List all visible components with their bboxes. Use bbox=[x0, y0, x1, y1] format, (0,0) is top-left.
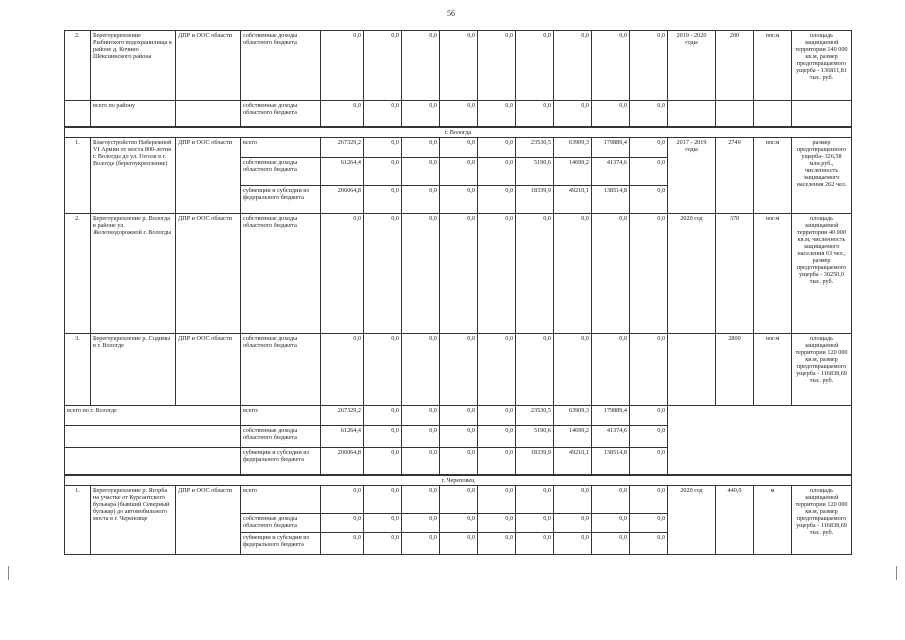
value-cell: 61264,4 bbox=[321, 157, 364, 185]
value-cell: 179889,4 bbox=[592, 137, 630, 157]
responsible: ДПР и ООС области bbox=[176, 137, 241, 213]
value-cell: 0,0 bbox=[630, 447, 668, 475]
table-row bbox=[65, 333, 852, 405]
value-cell: 0,0 bbox=[402, 101, 440, 127]
period: 2019 - 2020 годы bbox=[668, 31, 716, 101]
funding-source: всего bbox=[241, 137, 321, 157]
value-cell: 0,0 bbox=[478, 101, 516, 127]
value-cell: 0,0 bbox=[402, 405, 440, 425]
value-cell: 0,0 bbox=[516, 333, 554, 405]
table-row bbox=[65, 213, 852, 333]
row-number: 2. bbox=[65, 213, 91, 333]
value-cell: 0,0 bbox=[440, 31, 478, 101]
value-cell: 49210,1 bbox=[554, 185, 592, 213]
measure-name: Благоустройство Набережной VI Армии от моста 800-летия г. Вологды до ул. Гоголя в г. Вологде (берегоукрепление) bbox=[91, 137, 176, 213]
unit: пог.м bbox=[754, 31, 792, 101]
value-cell: 0,0 bbox=[440, 185, 478, 213]
value-cell: 0,0 bbox=[321, 101, 364, 127]
responsible: ДПР и ООС области bbox=[176, 486, 241, 555]
value-cell: 0,0 bbox=[478, 425, 516, 447]
value-cell: 0,0 bbox=[516, 213, 554, 333]
period: 2017 - 2019 годы bbox=[668, 137, 716, 213]
value-cell: 49210,1 bbox=[554, 447, 592, 475]
value-cell: 0,0 bbox=[402, 31, 440, 101]
value-cell: 0,0 bbox=[630, 514, 668, 533]
value-cell: 23530,5 bbox=[516, 405, 554, 425]
value-cell: 0,0 bbox=[402, 333, 440, 405]
section-title: г. Череповец bbox=[65, 475, 852, 486]
value-cell: 0,0 bbox=[402, 157, 440, 185]
value-cell: 0,0 bbox=[364, 447, 402, 475]
value-cell: 0,0 bbox=[554, 486, 592, 514]
value-cell: 0,0 bbox=[630, 333, 668, 405]
measure-name: Берегоукрепление р. Вологда в районе ул. Железнодорожной г. Вологды bbox=[91, 213, 176, 333]
measure-name: Берегоукрепление р. Ягорба на участке от Курсантского бульвара (бывший Северный бульвар) до автомобильного моста в г. Череповце bbox=[91, 486, 176, 555]
page-number: 56 bbox=[447, 9, 455, 18]
value-cell: 0,0 bbox=[364, 157, 402, 185]
value-cell: 0,0 bbox=[630, 405, 668, 425]
value-cell: 0,0 bbox=[630, 533, 668, 555]
total-label: всего по г. Вологде bbox=[65, 405, 241, 425]
value-cell: 138514,8 bbox=[592, 185, 630, 213]
value-cell: 0,0 bbox=[478, 185, 516, 213]
value-cell: 0,0 bbox=[364, 333, 402, 405]
section-row bbox=[65, 127, 852, 138]
measures-table bbox=[64, 30, 852, 555]
quantity: 440,0 bbox=[716, 486, 754, 555]
value-cell: 0,0 bbox=[630, 213, 668, 333]
value-cell: 5190,6 bbox=[516, 157, 554, 185]
value-cell: 0,0 bbox=[440, 137, 478, 157]
funding-source: всего bbox=[241, 486, 321, 514]
value-cell: 0,0 bbox=[364, 514, 402, 533]
value-cell: 0,0 bbox=[478, 157, 516, 185]
value-cell: 0,0 bbox=[592, 213, 630, 333]
value-cell: 0,0 bbox=[402, 533, 440, 555]
measure-name: Берегоукрепление Рыбинского водохранилища в районе д. Кочино Шекснинского района bbox=[91, 31, 176, 101]
value-cell: 0,0 bbox=[440, 425, 478, 447]
value-cell: 0,0 bbox=[364, 185, 402, 213]
value-cell: 0,0 bbox=[364, 101, 402, 127]
period: 2020 год bbox=[668, 213, 716, 333]
value-cell: 0,0 bbox=[516, 514, 554, 533]
value-cell: 0,0 bbox=[402, 447, 440, 475]
funding-source: собственные доходы областного бюджета bbox=[241, 213, 321, 333]
value-cell: 0,0 bbox=[630, 486, 668, 514]
value-cell: 0,0 bbox=[402, 137, 440, 157]
value-cell: 5190,6 bbox=[516, 425, 554, 447]
table-row bbox=[65, 486, 852, 514]
value-cell: 0,0 bbox=[364, 31, 402, 101]
value-cell: 0,0 bbox=[440, 514, 478, 533]
scan-mark-right bbox=[896, 566, 897, 580]
value-cell: 206064,8 bbox=[321, 185, 364, 213]
value-cell: 0,0 bbox=[478, 31, 516, 101]
value-cell: 0,0 bbox=[554, 101, 592, 127]
value-cell: 0,0 bbox=[554, 31, 592, 101]
value-cell: 63909,3 bbox=[554, 137, 592, 157]
value-cell: 0,0 bbox=[516, 101, 554, 127]
value-cell: 0,0 bbox=[402, 514, 440, 533]
value-cell: 18339,9 bbox=[516, 447, 554, 475]
value-cell: 0,0 bbox=[440, 101, 478, 127]
value-cell: 0,0 bbox=[321, 31, 364, 101]
value-cell: 0,0 bbox=[630, 137, 668, 157]
unit: пог.м bbox=[754, 333, 792, 405]
value-cell: 0,0 bbox=[402, 213, 440, 333]
value-cell: 0,0 bbox=[630, 101, 668, 127]
value-cell: 179889,4 bbox=[592, 405, 630, 425]
value-cell: 0,0 bbox=[440, 213, 478, 333]
value-cell: 0,0 bbox=[440, 486, 478, 514]
value-cell: 61264,4 bbox=[321, 425, 364, 447]
value-cell: 0,0 bbox=[440, 533, 478, 555]
row-number: 1. bbox=[65, 137, 91, 213]
effect: площадь защищаемой территории 140 000 кв.м, размер предотвращаемого ущерба - 136811,81 тыс. руб. bbox=[792, 31, 852, 101]
total-label: всего по району bbox=[91, 101, 176, 127]
row-number: 3. bbox=[65, 333, 91, 405]
funding-source: собственные доходы областного бюджета bbox=[241, 101, 321, 127]
effect: размер предотвращенного ущерба- 326,58 млн.руб., численность защищаемого населения 262 чел. bbox=[792, 137, 852, 213]
funding-source: всего: bbox=[241, 405, 321, 425]
value-cell: 0,0 bbox=[592, 486, 630, 514]
value-cell: 18339,9 bbox=[516, 185, 554, 213]
funding-source: субвенции и субсидии из федерального бюджета bbox=[241, 185, 321, 213]
value-cell: 0,0 bbox=[630, 185, 668, 213]
value-cell: 0,0 bbox=[554, 533, 592, 555]
funding-source: субвенции и субсидии из федерального бюджета bbox=[241, 533, 321, 555]
measure-name: Берегоукрепление р. Содимы в г. Вологде bbox=[91, 333, 176, 405]
value-cell: 0,0 bbox=[440, 447, 478, 475]
responsible: ДПР и ООС области bbox=[176, 213, 241, 333]
value-cell: 0,0 bbox=[554, 514, 592, 533]
value-cell: 0,0 bbox=[440, 405, 478, 425]
value-cell: 0,0 bbox=[402, 425, 440, 447]
value-cell: 0,0 bbox=[440, 157, 478, 185]
value-cell: 0,0 bbox=[478, 405, 516, 425]
effect: площадь защищаемой территории 120 000 кв.м, размер предотвращаемого ущерба - 116838,69 тыс. руб. bbox=[792, 486, 852, 555]
value-cell: 0,0 bbox=[630, 157, 668, 185]
funding-source: собственные доходы областного бюджета bbox=[241, 333, 321, 405]
value-cell: 0,0 bbox=[478, 533, 516, 555]
section-row bbox=[65, 475, 852, 486]
funding-source: собственные доходы областного бюджета bbox=[241, 425, 321, 447]
table-row bbox=[65, 137, 852, 157]
value-cell: 0,0 bbox=[364, 425, 402, 447]
section-title: г. Вологда bbox=[65, 127, 852, 138]
value-cell: 0,0 bbox=[440, 333, 478, 405]
effect: площадь защищаемой территории 120 000 кв.м, размер предотвращаемого ущерба - 116838,69 тыс. руб. bbox=[792, 333, 852, 405]
value-cell: 0,0 bbox=[364, 137, 402, 157]
value-cell: 0,0 bbox=[516, 486, 554, 514]
value-cell: 0,0 bbox=[402, 486, 440, 514]
value-cell: 0,0 bbox=[364, 213, 402, 333]
value-cell: 23530,5 bbox=[516, 137, 554, 157]
value-cell: 0,0 bbox=[478, 213, 516, 333]
value-cell: 267329,2 bbox=[321, 137, 364, 157]
value-cell: 0,0 bbox=[364, 405, 402, 425]
row-number: 2. bbox=[65, 31, 91, 101]
value-cell: 0,0 bbox=[478, 333, 516, 405]
responsible: ДПР и ООС области bbox=[176, 31, 241, 101]
value-cell: 0,0 bbox=[516, 533, 554, 555]
value-cell: 14699,2 bbox=[554, 157, 592, 185]
value-cell: 267329,2 bbox=[321, 405, 364, 425]
row-number: 1. bbox=[65, 486, 91, 555]
value-cell: 41374,6 bbox=[592, 425, 630, 447]
unit: пог.м bbox=[754, 137, 792, 213]
quantity: 2800 bbox=[716, 333, 754, 405]
value-cell: 0,0 bbox=[554, 333, 592, 405]
quantity: 200 bbox=[716, 31, 754, 101]
table-row bbox=[65, 405, 852, 425]
value-cell: 63909,3 bbox=[554, 405, 592, 425]
quantity: 2749 bbox=[716, 137, 754, 213]
value-cell: 0,0 bbox=[592, 533, 630, 555]
responsible: ДПР и ООС области bbox=[176, 333, 241, 405]
scan-mark-left bbox=[8, 566, 9, 580]
funding-source: собственные доходы областного бюджета bbox=[241, 514, 321, 533]
value-cell: 0,0 bbox=[321, 514, 364, 533]
value-cell: 0,0 bbox=[364, 533, 402, 555]
value-cell: 0,0 bbox=[592, 333, 630, 405]
funding-source: собственные доходы областного бюджета bbox=[241, 157, 321, 185]
value-cell: 0,0 bbox=[478, 514, 516, 533]
value-cell: 0,0 bbox=[630, 425, 668, 447]
value-cell: 138514,8 bbox=[592, 447, 630, 475]
value-cell: 41374,6 bbox=[592, 157, 630, 185]
value-cell: 0,0 bbox=[516, 31, 554, 101]
effect: площадь защищаемой территории 40 000 кв.м, численность защищаемого населения 63 чел., размер предотвращаемого ущерба - 30250,0 тыс. руб. bbox=[792, 213, 852, 333]
value-cell: 0,0 bbox=[364, 486, 402, 514]
value-cell: 0,0 bbox=[402, 185, 440, 213]
value-cell: 0,0 bbox=[321, 533, 364, 555]
value-cell: 0,0 bbox=[592, 101, 630, 127]
value-cell: 0,0 bbox=[478, 486, 516, 514]
period bbox=[668, 333, 716, 405]
value-cell: 0,0 bbox=[478, 137, 516, 157]
value-cell: 0,0 bbox=[321, 213, 364, 333]
value-cell: 0,0 bbox=[592, 31, 630, 101]
value-cell: 0,0 bbox=[630, 31, 668, 101]
value-cell: 206064,8 bbox=[321, 447, 364, 475]
value-cell: 0,0 bbox=[554, 213, 592, 333]
unit: м bbox=[754, 486, 792, 555]
table-row bbox=[65, 31, 852, 101]
value-cell: 14699,2 bbox=[554, 425, 592, 447]
value-cell: 0,0 bbox=[478, 447, 516, 475]
period: 2020 год bbox=[668, 486, 716, 555]
funding-source: субвенции и субсидии из федерального бюджета bbox=[241, 447, 321, 475]
unit: пог.м bbox=[754, 213, 792, 333]
value-cell: 0,0 bbox=[592, 514, 630, 533]
value-cell: 0,0 bbox=[321, 333, 364, 405]
quantity: 370 bbox=[716, 213, 754, 333]
value-cell: 0,0 bbox=[321, 486, 364, 514]
funding-source: собственные доходы областного бюджета bbox=[241, 31, 321, 101]
table-row bbox=[65, 101, 852, 127]
